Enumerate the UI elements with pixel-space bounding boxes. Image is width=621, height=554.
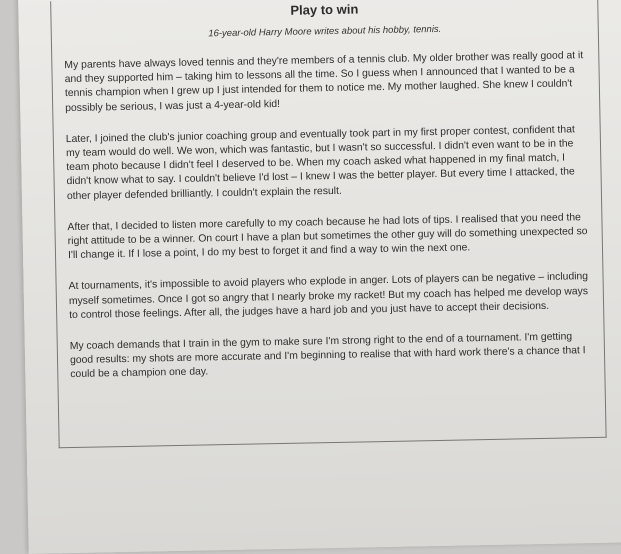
article-subtitle: 16-year-old Harry Moore writes about his hobby, tennis. — [208, 23, 442, 40]
article-frame — [50, 0, 606, 448]
article-title: Play to win — [290, 1, 359, 18]
paragraph-1: My parents have always loved tennis and they're members of a tennis club. My older brother was really good at it and they supported him – taking him to lessons all the time. So I guess when I announced that I wanted to be a tennis champion when I grew up I just intended for them to notice me. My mother laughed. She knew I couldn't possibly be serious, I was just a 4-year-old kid! — [64, 50, 584, 114]
worksheet-page — [18, 0, 621, 554]
paragraph-3: After that, I decided to listen more carefully to my coach because he had lots of tips. I realised that you need the right attitude to be a winner. On court I have a plan but sometimes the other guy will do something unexpected so I'll change it. If I lose a point, I do my best to forget it and find a way to win the next one. — [67, 212, 588, 262]
paragraph-5: My coach demands that I train in the gym to make sure I'm strong right to the end of a tournament. I'm getting good results: my shots are more accurate and I'm beginning to realise that with hard work there's a chance that I could be a champion one day. — [69, 331, 586, 381]
paragraph-2: Later, I joined the club's junior coaching group and eventually took part in my first proper contest, confident that my team would do well. We won, which was fantastic, but I wasn't so successful. I didn't even want to be in the team photo because I didn't feel I deserved to be. When my coach asked what happened in my final match, I didn't know what to say. I couldn't believe I'd lost – I knew I was the better player. But every time I attacked, the other player defended brilliantly. I couldn't explain the result. — [65, 124, 575, 202]
paragraph-4: At tournaments, it's impossible to avoid players who explode in anger. Lots of players can be negative – including myself sometimes. Once I got so angry that I nearly broke my racket! But my coach has helped me develop ways to control those feelings. After all, the judges have a hard job and you just have to accept their decisions. — [68, 271, 589, 321]
article-body — [64, 49, 594, 400]
